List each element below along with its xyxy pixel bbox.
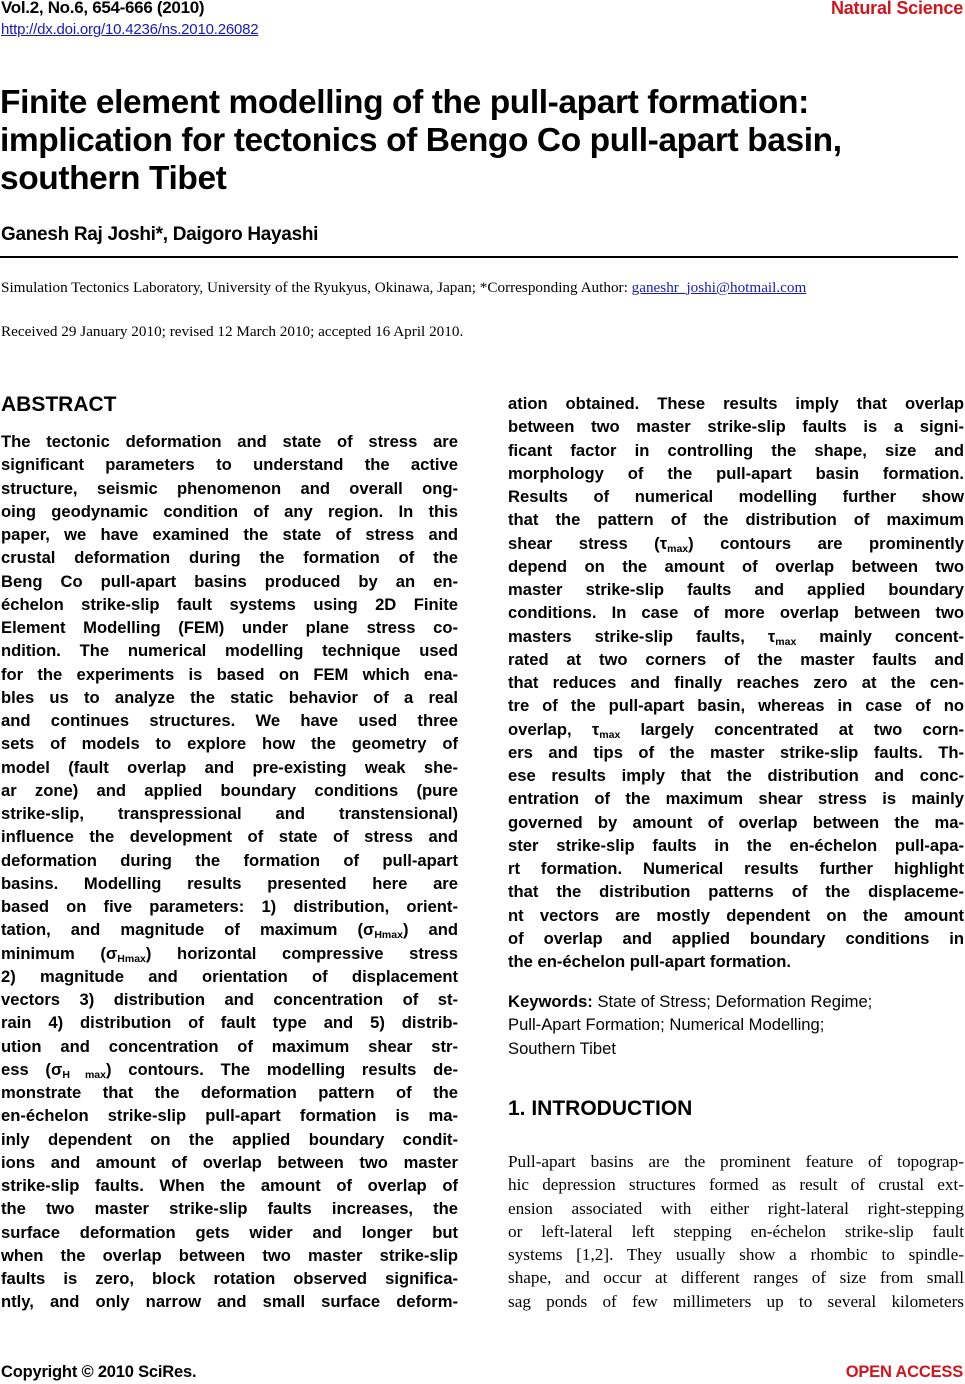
text-line: ions and amount of overlap between two master <box>1 1152 458 1172</box>
text-segment: ) and <box>402 920 458 940</box>
text-line: based on five parameters: 1) distribution, orient- <box>1 897 458 916</box>
text-line: tre of the pull-apart basin, whereas in case of no <box>508 696 964 716</box>
keywords-line: State of Stress; Deformation Regime; <box>592 992 873 1011</box>
subscript: max <box>667 542 689 555</box>
received-dates: Received 29 January 2010; revised 12 March 2010; accepted 16 April 2010. <box>1 323 464 340</box>
text-line: structure, seismic phenomenon and overall ong- <box>1 478 458 498</box>
text-segment: ess (σ <box>1 1059 63 1079</box>
text-line: Pull-apart basins are the prominent feature of topograp- <box>508 1152 964 1171</box>
text-line: 2) magnitude and orientation of displacement <box>1 966 458 986</box>
text-line: sag ponds of few millimeters up to several kilometers <box>508 1291 964 1311</box>
paper-title <box>0 84 960 198</box>
text-line: ension associated with either right-lateral right-stepping <box>508 1198 964 1218</box>
affiliation <box>1 279 806 297</box>
keywords-line: Pull-Apart Formation; Numerical Modelling; <box>508 1015 825 1035</box>
affiliation-text: Simulation Tectonics Laboratory, University of the Ryukyus, Okinawa, Japan; *Corresponding Author: <box>1 279 632 296</box>
text-line: ntly, and only narrow and small surface deform- <box>1 1292 458 1312</box>
text-line <box>508 718 964 741</box>
subscript: max <box>599 728 621 741</box>
divider <box>0 256 958 258</box>
text-line: master strike-slip faults and applied boundary <box>508 580 964 599</box>
text-line: en-échelon strike-slip pull-apart formation is ma- <box>1 1106 458 1126</box>
text-line: faults is zero, block rotation observed significa- <box>1 1269 458 1288</box>
copyright: Copyright © 2010 SciRes. <box>1 1363 197 1381</box>
text-line: paper, we have examined the state of stress and <box>1 525 458 544</box>
keywords-label: Keywords: <box>508 992 593 1011</box>
text-line: bles us to analyze the static behavior of a real <box>1 687 458 707</box>
text-line <box>1 918 458 941</box>
introduction-body <box>508 1150 964 1313</box>
text-line: Beng Co pull-apart basins produced by an en- <box>1 571 458 591</box>
text-segment: minimum (σ <box>1 943 118 963</box>
text-line: oing geodynamic condition of any region. In this <box>1 501 458 521</box>
text-line: sets of models to explore how the geometry of <box>1 734 458 754</box>
journal-name: Natural Science <box>830 0 963 18</box>
text-line: inly dependent on the applied boundary condit- <box>1 1129 458 1149</box>
text-line: model (fault overlap and pre-existing weak she- <box>1 757 458 777</box>
text-segment: shear stress (τ <box>508 533 668 553</box>
text-line: the en-échelon pull-apart formation. <box>508 952 792 971</box>
text-line: ese results imply that the distribution and conc- <box>508 766 964 785</box>
text-line: for the experiments is based on FEM which ena- <box>1 664 458 684</box>
text-line: ficant factor in controlling the shape, size and <box>508 440 964 460</box>
text-line: hic depression structures formed as result of crustal ext- <box>508 1175 964 1195</box>
text-line: ution and concentration of maximum shear str- <box>1 1036 458 1056</box>
text-line: conditions. In case of more overlap between two <box>508 603 964 623</box>
text-line: deformation during the formation of pull-apart <box>1 850 458 870</box>
title-line: southern Tibet <box>0 160 227 197</box>
text-line: systems [1,2]. They usually show a rhombic to spindle- <box>508 1245 964 1265</box>
text-segment: ) horizontal compressive stress <box>145 943 458 963</box>
abstract-column-left <box>1 430 458 1314</box>
abstract-heading: ABSTRACT <box>1 393 117 416</box>
text-line: and continues structures. We have used three <box>1 711 458 730</box>
authors: Ganesh Raj Joshi*, Daigoro Hayashi <box>1 224 319 245</box>
text-segment: tation, and magnitude of maximum (σ <box>1 920 375 940</box>
introduction-heading: 1. INTRODUCTION <box>508 1097 693 1120</box>
abstract-column-right <box>508 392 964 973</box>
text-line: morphology of the pull-apart basin formation. <box>508 463 964 483</box>
text-line: shape, and occur at different ranges of size from small <box>508 1268 964 1288</box>
text-line: that the pattern of the distribution of maximum <box>508 510 964 530</box>
text-line: of overlap and applied boundary conditions in <box>508 928 964 948</box>
text-line: Results of numerical modelling further show <box>508 487 964 506</box>
text-line: nt vectors are mostly dependent on the amount <box>508 905 964 925</box>
text-line <box>508 625 964 648</box>
text-line: basins. Modelling results presented here are <box>1 873 458 893</box>
doi-link[interactable]: http://dx.doi.org/10.4236/ns.2010.26082 <box>1 21 259 38</box>
text-line: significant parameters to understand the active <box>1 455 458 475</box>
email-link[interactable]: ganeshr_joshi@hotmail.com <box>631 279 807 296</box>
text-line: strike-slip faults. When the amount of overlap of <box>1 1176 458 1195</box>
text-segment: ) contours. The modelling results de- <box>105 1059 458 1079</box>
text-line: that the distribution patterns of the displaceme- <box>508 882 964 902</box>
text-line: the two master strike-slip faults increases, the <box>1 1199 458 1219</box>
text-line: ation obtained. These results imply that overlap <box>508 394 964 413</box>
subscript: max <box>775 635 797 648</box>
text-line: entration of the maximum shear stress is mainly <box>508 789 964 809</box>
text-line: monstrate that the deformation pattern of the <box>1 1083 458 1102</box>
text-line <box>1 1058 458 1081</box>
text-line: vectors 3) distribution and concentration of st- <box>1 990 458 1009</box>
text-line <box>508 532 964 555</box>
text-line: ers and tips of the master strike-slip faults. Th- <box>508 742 964 762</box>
text-segment: largely concentrated at two corn- <box>620 719 964 739</box>
text-line: surface deformation gets wider and longer but <box>1 1222 458 1242</box>
text-segment: masters strike-slip faults, τ <box>508 626 776 646</box>
open-access-label: OPEN ACCESS <box>845 1363 963 1381</box>
text-line: depend on the amount of overlap between two <box>508 556 964 576</box>
text-line: ar zone) and applied boundary conditions (pure <box>1 780 458 800</box>
text-line: between two master strike-slip faults is a signi- <box>508 417 964 437</box>
subscript: Hmax <box>374 929 403 942</box>
keywords <box>508 990 964 1060</box>
text-segment: mainly concent- <box>796 626 964 646</box>
text-line: ster strike-slip faults in the en-échelon pull-apa- <box>508 835 964 855</box>
journal-reference: Vol.2, No.6, 654-666 (2010) <box>1 0 205 17</box>
text-line: crustal deformation during the formation of the <box>1 548 458 568</box>
text-segment: ) contours are prominently <box>688 533 964 553</box>
text-line: rt formation. Numerical results further highlight <box>508 859 964 878</box>
text-line: Element Modelling (FEM) under plane stress co- <box>1 618 458 637</box>
text-line: rated at two corners of the master faults and <box>508 649 964 669</box>
subscript: Hmax <box>117 952 146 965</box>
text-line: when the overlap between two master strike-slip <box>1 1245 458 1265</box>
text-line: rain 4) distribution of fault type and 5) distrib- <box>1 1013 458 1033</box>
text-line: or left-lateral left stepping en-échelon strike-slip fault <box>508 1221 964 1241</box>
text-line: strike-slip, transpressional and transtensional) <box>1 804 458 823</box>
text-line: influence the development of state of stress and <box>1 827 458 847</box>
text-line: The tectonic deformation and state of stress are <box>1 432 458 451</box>
keywords-line: Southern Tibet <box>508 1038 616 1058</box>
text-segment: overlap, τ <box>508 719 600 739</box>
text-line <box>1 942 458 965</box>
text-line: ndition. The numerical modelling technique used <box>1 641 458 661</box>
title-line: Finite element modelling of the pull-apart formation: <box>0 84 809 121</box>
subscript: H max <box>62 1068 106 1081</box>
text-line: échelon strike-slip fault systems using 2D Finite <box>1 594 458 614</box>
text-line: governed by amount of overlap between the ma- <box>508 812 964 832</box>
title-line: implication for tectonics of Bengo Co pull-apart basin, <box>0 122 842 159</box>
text-line: that reduces and finally reaches zero at the cen- <box>508 673 964 692</box>
